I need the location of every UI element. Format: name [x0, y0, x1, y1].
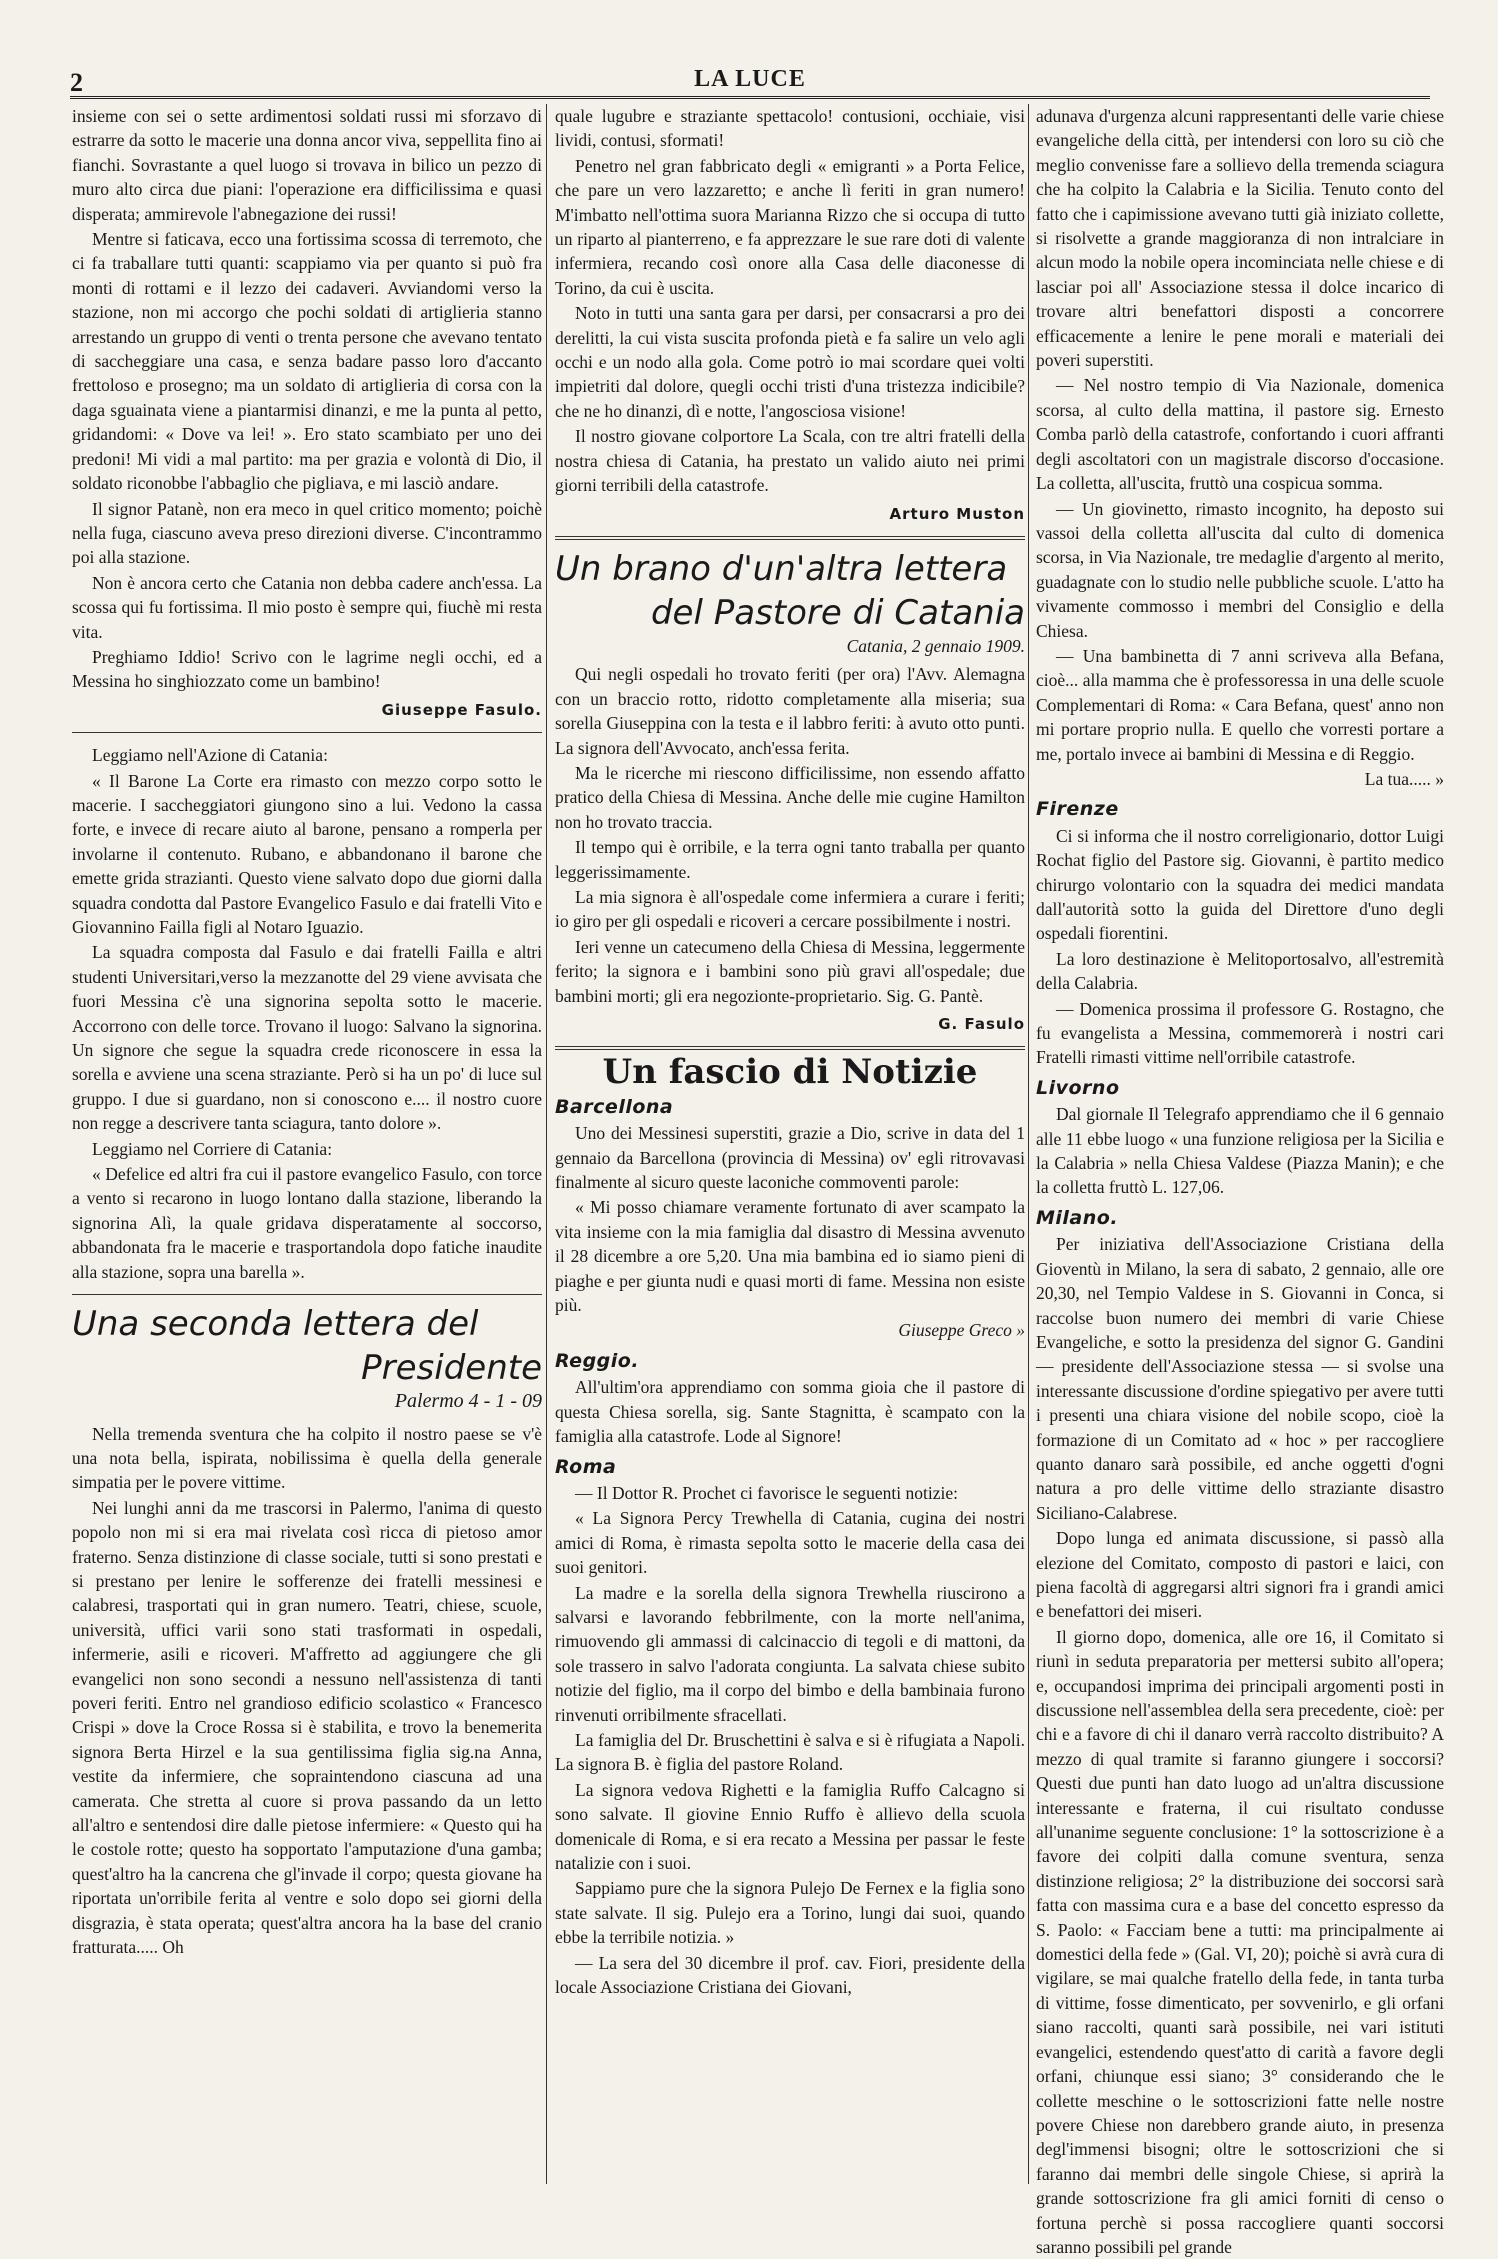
paragraph: Non è ancora certo che Catania non debba cadere anch'essa. La scossa qui fu fortissima. Il mio posto è sempre qui, fiuchè mi resta vita. [72, 572, 542, 642]
paragraph: quale lugubre e straziante spettacolo! contusioni, occhiaie, visi lividi, contusi, sformati! [555, 106, 1025, 151]
paragraph: Penetro nel gran fabbricato degli « emigranti » a Porta Felice, che pare un vero lazzaretto; e anche lì feriti in gran numero! M'imbatto nell'ottima suora Marianna Rizzo che si occupa di tutto un riparto al pianterreno, e fa apprezzare le sue rare doti di valente infermiera, recando così onore alla Casa delle diaconesse di Torino, da cui è uscita. [555, 155, 1025, 298]
paragraph: adunava d'urgenza alcuni rappresentanti delle varie chiese evangeliche della città, per intendersi con loro su ciò che meglio convenisse fare a sollievo della tremenda sciagura che ha colpito la Calabria e la Sicilia. Tenuto conto del fatto che i capimissione avevano tutti già iniziato collette, si risolvette a grande maggioranza di non intralciare in alcun modo la nobile opera incominciata nelle chiese e di lasciar poi all' Associazione stessa il dolce incarico di trovare altri benefattori disposti a concorrere efficacemente a lenire le pene morali e materiali dei poveri superstiti. [1036, 106, 1444, 371]
page-number: 2 [70, 68, 83, 97]
section-heading: Roma [555, 1455, 617, 1478]
signature: Giuseppe Greco » [898, 1320, 1025, 1341]
paragraph: « La Signora Percy Trewhella di Catania, cugina dei nostri amici di Roma, è rimasta sepolta sotto le macerie della casa dei suoi genitori. [555, 1508, 1025, 1578]
signature: Giuseppe Fasulo. [381, 700, 542, 719]
page-header [70, 62, 1430, 99]
paragraph: La squadra composta dal Fasulo e dai fratelli Failla e altri studenti Universitari,verso la mezzanotte del 29 viene avvisata che fuori Messina c'è una signorina sepolta sotto le macerie. Accorrono con delle torce. Trovano il luogo: Salvano la signorina. Un signore che segue la squadra crede riconoscere in essa la sorella e avviene una scena straziante. Però si ha un po' di luce sul gruppo. I due si guardano, non si conoscono e.... il nostro cuore non regge a descrivere tanta sciagura, tanto dolore ». [72, 942, 542, 1134]
paragraph: « Mi posso chiamare veramente fortunato di aver scampato la vita insieme con la mia famiglia dal disastro di Messina avvenuto il 28 dicembre a ore 5,20. Una mia bambina ed io siamo pieni di piaghe e per giunta nudi e quasi morti di fame. Messina non esiste più. [555, 1197, 1025, 1316]
article-title: Un brano d'un'altra lettera [555, 548, 1008, 589]
paragraph: Il nostro giovane colportore La Scala, con tre altri fratelli della nostra chiesa di Catania, ha prestato un valido aiuto nei primi giorni terribili della catastrofe. [555, 426, 1025, 496]
paragraph: Noto in tutti una santa gara per darsi, per consacrarsi a pro dei derelitti, la cui vista suscita profonda pietà e fa salire un velo agli occhi e un nodo alla gola. Come potrò io mai scordare quei volti impietriti dal dolore, quegli occhi tristi d'una tristezza indicibile? che ne ho dinanzi, dì e notte, l'angosciosa visione! [555, 303, 1025, 421]
article-title: Presidente [361, 1348, 542, 1389]
paragraph: All'ultim'ora apprendiamo con somma gioia che il pastore di questa Chiesa sorella, sig. Sante Stagnitta, è scampato con la famiglia alla catastrofe. Lode al Signore! [555, 1377, 1025, 1447]
paragraph: La loro destinazione è Melitoportosalvo, all'estremità della Calabria. [1036, 948, 1444, 994]
news-section-title: Un fascio di Notizie [602, 1052, 978, 1093]
paragraph: — Una bambinetta di 7 anni scriveva alla Befana, cioè... alla mamma che è professoressa in una delle scuole Complementari di Roma: « Cara Befana, quest' anno non mi portare proprio nulla. E quello che vorresti portare a me, portalo invece ai bambini di Messina e di Reggio. [1036, 645, 1444, 764]
paragraph: — Nel nostro tempio di Via Nazionale, domenica scorsa, al culto della mattina, il pastore sig. Ernesto Comba parlò della catastrofe, confortando i cuori affranti degli ascoltatori con un magistrale discorso d'occasione. La colletta, all'uscita, fruttò una cospicua somma. [1036, 375, 1444, 494]
section-heading: Barcellona [555, 1095, 674, 1118]
paragraph: Il tempo qui è orribile, e la terra ogni tanto traballa per quanto leggerissimamente. [555, 837, 1025, 882]
section-divider [72, 1294, 542, 1295]
paragraph: Dal giornale Il Telegrafo apprendiamo che il 6 gennaio alle 11 ebbe luogo « una funzione religiosa per la Sicilia e la Calabria » nella Chiesa Valdese (Piazza Manin); e che la colletta fruttò L. 127,06. [1036, 1104, 1444, 1198]
paragraph: La madre e la sorella della signora Trewhella riuscirono a salvarsi e lavorando febbrilmente, con la morte nell'anima, rimuovendo gli ammassi di calcinaccio di tegoli e di mattoni, da sole trassero in salvo l'adorata congiunta. La salvata chiese subito notizie del figlio, ma il corpo del bimbo e della bambinaia furono rinvenuti orribilmente sfracellati. [555, 1582, 1025, 1725]
column-2 [555, 104, 1025, 2184]
paragraph: La signora vedova Righetti e la famiglia Ruffo Calcagno si sono salvate. Il giovine Ennio Ruffo è allievo della scuola domenicale di Roma, e si era recato a Messina per passar le feste natalizie con i suoi. [555, 1779, 1025, 1873]
paragraph: — La sera del 30 dicembre il prof. cav. Fiori, presidente della locale Associazione Cristiana dei Giovani, [555, 1952, 1025, 1998]
section-divider [555, 1046, 1025, 1050]
column-rule-2 [1028, 104, 1029, 2184]
article-title: Una seconda lettera del [72, 1304, 479, 1345]
section-heading: Livorno [1036, 1076, 1120, 1099]
paragraph: Qui negli ospedali ho trovato feriti (per ora) l'Avv. Alemagna con un braccio rotto, ridotto completamente alla miseria; sua sorella Giuseppina con la testa e il labbro feriti: à avuto otto punti. La signora dell'Avvocato, anch'essa ferita. [555, 664, 1025, 758]
paragraph: insieme con sei o sette ardimentosi soldati russi mi sforzavo di estrarre da sotto le macerie una donna ancor viva, seppellita fino ai fianchi. Sovrastante a quel luogo si trovava in bilico un pezzo di muro alto circa due piani: l'operazione era difficilissima e quasi disperata; ammirevole l'abnegazione dei russi! [72, 106, 542, 224]
paragraph: Nella tremenda sventura che ha colpito il nostro paese se v'è una nota bella, ispirata, nobilissima è quella della generale simpatia per le povere vittime. [72, 1423, 542, 1493]
paragraph: Ci si informa che il nostro correligionario, dottor Luigi Rochat figlio del Pastore sig. Giovanni, è partito medico chirurgo volontario con la squadra dei medici mandata dall'autorità sotto la guida del Direttore d'uno degli ospedali fiorentini. [1036, 825, 1444, 944]
paragraph: Mentre si faticava, ecco una fortissima scossa di terremoto, che ci fa traballare tutti quanti: scappiamo via per quanto si può fra monti di rottami e il lezzo dei cadaveri. Avviandomi verso la stazione, non mi accorgo che pochi soldati di artiglieria stanno arrestando un gruppo di venti o trenta persone che avevano tentato di saccheggiare una casa, e senza badare passo loro d'accanto frettoloso e prosegno; ma un soldato di artiglieria di corsa con la daga sguainata viene a piantarmisi dinanzi, e me la punta al petto, gridandomi: « Dove va lei! ». Ero stato scambiato per uno dei predoni! Mi vidi a mal partito: ma per grazia e volontà di Dio, il soldato riconobbe l'abbaglio che pigliava, e mi lasciò andare. [72, 229, 542, 494]
paragraph: Uno dei Messinesi superstiti, grazie a Dio, scrive in data del 1 gennaio da Barcellona (provincia di Messina) ov' egli ritrovavasi finalmente al sicuro queste laconiche commoventi parole: [555, 1123, 1025, 1193]
paragraph: « Defelice ed altri fra cui il pastore evangelico Fasulo, con torce a vento si recarono in luogo lontano dalla stazione, liberando la signorina Alì, la quale gridava disperatamente al soccorso, abbandonata fra le macerie e trasportandola dopo fatiche inaudite alla stazione, sopra una barella ». [72, 1164, 542, 1282]
paragraph: Leggiamo nel Corriere di Catania: [92, 1138, 333, 1159]
paragraph: Sappiamo pure che la signora Pulejo De Fernex e la figlia sono state salvate. Il sig. Pulejo era a Torino, lungi dai suoi, quando ebbe la terribile notizia. » [555, 1878, 1025, 1948]
signature: La tua..... » [1364, 768, 1444, 789]
paragraph: Nei lunghi anni da me trascorsi in Palermo, l'anima di questo popolo non mi si era mai rivelata così ricca di pietoso amor fraterno. Senza distinzione di classe sociale, tutti si sono prestati e si prestano per lenire le sofferenze dei fratelli messinesi e calabresi, trasportati qui in gran numero. Teatri, chiese, scuole, università, uffici varii sono stati trasformati in ospedali, infermerie, asili e ricoveri. M'affretto ad aggiungere che gli evangelici non sono secondi a nessuno nell'assistenza di tanti poveri feriti. Entro nel grandioso edificio scolastico « Francesco Crispi » dove la Croce Rossa si è stabilita, e trovo la benemerita signora Berta Hirzel e la sua gentilissima figlia sig.na Anna, vestite da infermiere, che sopraintendono ciascuna ad una camerata. Che stretta al cuore si prova passando da un letto all'altro e sentendosi dire dalle pietose infermiere: « Questo qui ha le costole rotte; questo ha sopportato l'amputazione d'una gamba; quest'altro ha la cancrena che gl'invade il corpo; questa giovane ha riportata un'orribile ferita al ventre e solo dopo sei giorni della disgrazia, è stata operata; quest'altra ancora ha la base del cranio fratturata..... Oh [72, 1497, 542, 1958]
paragraph: Ma le ricerche mi riescono difficilissime, non essendo affatto pratico della Chiesa di Messina. Anche delle mie cugine Hamilton non ho trovato traccia. [555, 762, 1025, 832]
section-heading: Milano. [1036, 1206, 1119, 1229]
section-divider [555, 536, 1025, 540]
paragraph: Preghiamo Iddio! Scrivo con le lagrime negli occhi, ed a Messina ho singhiozzato come un bambino! [72, 646, 542, 692]
paragraph: Leggiamo nell'Azione di Catania: [92, 745, 328, 766]
column-3 [1036, 104, 1444, 2257]
column-1 [72, 104, 542, 2184]
paragraph: — Domenica prossima il professore G. Rostagno, che fu evangelista a Messina, commemorerà i nostri cari Fratelli rimasti vittime nell'orribile catastrofe. [1036, 998, 1444, 1068]
dateline: Catania, 2 gennaio 1909. [846, 635, 1025, 656]
column-rule-1 [546, 104, 547, 2184]
article-title: del Pastore di Catania [650, 592, 1025, 633]
paragraph: Per iniziativa dell'Associazione Cristiana della Gioventù in Milano, la sera di sabato, 2 gennaio, alle ore 20,30, nel Tempio Valdese in S. Giovanni in Conca, si raccolse buon numero dei membri di varie Chiese Evangeliche, e sotto la presidenza del signor G. Gandini — presidente dell'Associazione stessa — si svolse una interessante discussione d'ordine spiegativo per avere tutti i presenti una chiara visione del nobile scopo, cioè la formazione di un Comitato ad « hoc » per raccogliere quanto danaro sarà possibile, ed anche oggetti d'ogni natura a pro delle vittime dello straziante disastro Siciliano-Calabrese. [1036, 1234, 1444, 1523]
paragraph: Il signor Patanè, non era meco in quel critico momento; poichè nella fuga, ciascuno aveva preso direzioni diverse. C'incontrammo poi alla stazione. [72, 498, 542, 568]
paragraph: La mia signora è all'ospedale come infermiera a curare i feriti; io giro per gli ospedali e ricoveri a cercare possibilmente i nostri. [555, 886, 1025, 932]
section-heading: Reggio. [555, 1349, 640, 1372]
paragraph: « Il Barone La Corte era rimasto con mezzo corpo sotto le macerie. I saccheggiatori giungono sino a lui. Vedono la cassa forte, e invece di recare aiuto al barone, pensano a romperla per involarne il contenuto. Rubano, e abbandonano il barone che emette grida strazianti. Questo viene salvato dopo due giorni dalla squadra condotta dal Pastore Evangelico Fasulo e dai fratelli Vito e Giovannino Failla figli al Notaro Iguazio. [72, 770, 543, 937]
paragraph: Il giorno dopo, domenica, alle ore 16, il Comitato si riunì in seduta preparatoria per mettersi subito all'opera; e, occupandosi imprima dei principali argomenti posti in discussione nell'assemblea della sera precedente, cioè: per chi e a favore di chi il danaro verrà raccolto distribuito? A mezzo di qual tramite si faranno giungere i soccorsi? Questi due punti han dato luogo ad un'altra discussione interessante e fraterna, il cui risultato condusse all'unanime seguente conclusione: 1° la sottoscrizione è a favore dei colpiti dalla comune sventura, senza distinzione religiosa; 2° la distribuzione dei soccorsi sarà fatta con massima cura e a base del concetto espresso da S. Paolo: « Facciam bene a tutti: ma principalmente ai domestici della fede » (Gal. VI, 20); poichè si avrà cura di vigilare, se mai qualche fratello della fede, in tanta turba di vittime, fosse dimenticato, per sovvenirlo, e gli orfani siano raccolti, quanti sarà possibile, nei vari istituti evangelici, estendendo quest'atto di carità a favore degli orfani, chiunque essi siano; 3° considerando che le collette meschine o le sottoscrizioni fatte nelle nostre povere Chiese non darebbero grande aiuto, in presenza degl'immensi bisogni; oltre le sottoscrizioni che si faranno dai membri delle singole Chiese, si aprirà la grande sottoscrizione fra gli amici forniti di censo o fortuna perchè si possa raccogliere quanti soccorsi saranno possibili pel grande [1036, 1626, 1444, 2257]
section-divider [72, 732, 542, 733]
paragraph: — Il Dottor R. Prochet ci favorisce le seguenti notizie: [575, 1482, 958, 1503]
dateline: Palermo 4 - 1 - 09 [394, 1390, 542, 1413]
paragraph: Dopo lunga ed animata discussione, si passò alla elezione del Comitato, composto di pastori e laici, con piena facoltà di aggregarsi altri signori fra i grandi amici e benefattori dei miseri. [1036, 1528, 1444, 1622]
paragraph: La famiglia del Dr. Bruschettini è salva e si è rifugiata a Napoli. La signora B. è figlia del pastore Roland. [555, 1729, 1025, 1775]
newspaper-title: LA LUCE [694, 66, 806, 92]
signature: Arturo Muston [889, 504, 1025, 523]
signature: G. Fasulo [938, 1015, 1025, 1033]
paragraph: Ieri venne un catecumeno della Chiesa di Messina, leggermente ferito; la signora e i bambini sono più gravi all'ospedale; due bambini morti; gli era negozionte-proprietario. Sig. G. Pantè. [555, 936, 1025, 1006]
section-heading: Firenze [1036, 798, 1119, 821]
paragraph: — Un giovinetto, rimasto incognito, ha deposto sui vassoi della colletta all'uscita dal culto di domenica scorsa, in Via Nazionale, tre medaglie d'argento al merito, guadagnate con lo studio nelle pubbliche scuole. L'atto ha vivamente commosso i membri del Consiglio e della Chiesa. [1036, 498, 1444, 641]
